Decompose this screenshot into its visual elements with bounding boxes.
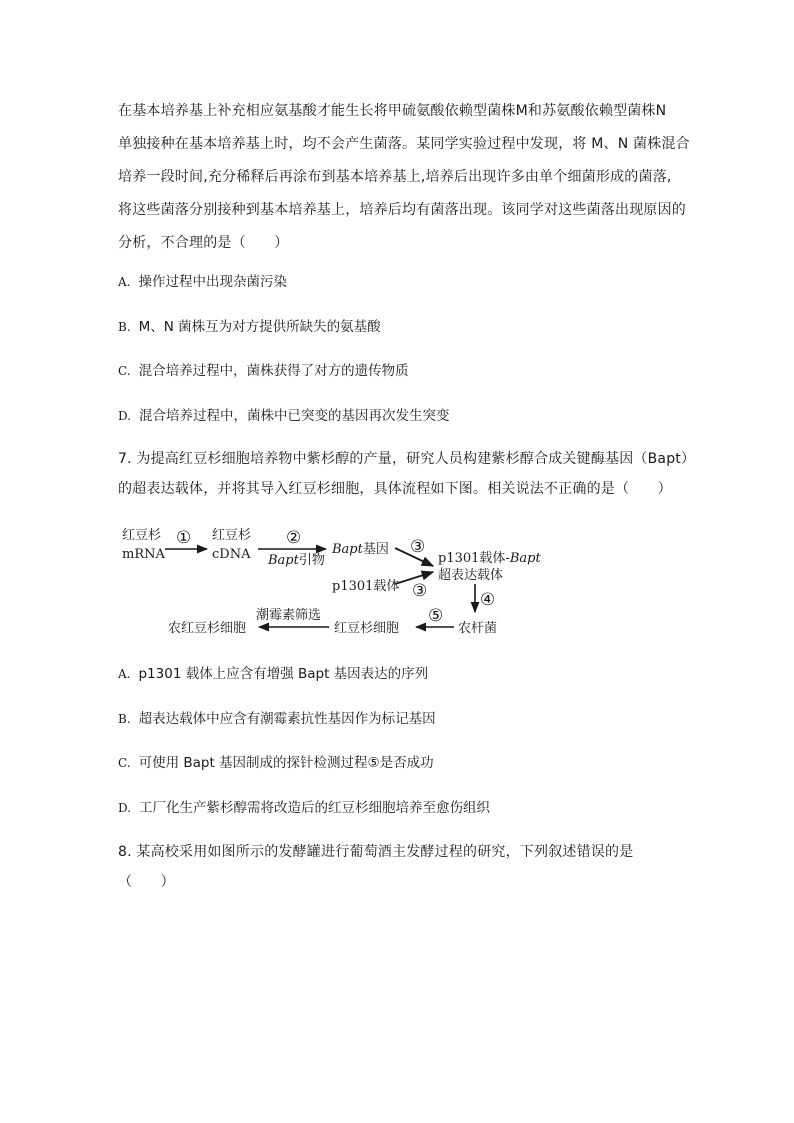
q7-option-a [118,664,428,684]
gene-label [331,542,389,557]
option-text: 混合培养过程中，菌株中已突变的基因再次发生突变 [139,408,450,424]
cdna-label-1: 红豆杉 [212,528,252,543]
cdna-label-2: cDNA [212,547,251,562]
q6-stem [118,95,690,260]
option-letter: D. [118,801,132,815]
product-label-1 [438,550,541,566]
q6-stem-line: 单独接种在基本培养基上时，均不会产生菌落。某同学实验过程中发现，将 M、N 菌株混合 [118,136,690,152]
q6-option-d [118,406,450,426]
primer-suffix: 引物 [298,553,325,568]
primer-italic: Bapt [268,553,299,568]
option-letter: B. [118,712,131,726]
flow-svg [118,522,558,642]
q6-option-b [118,317,381,337]
q7-option-c [118,753,434,773]
q6-stem-line: 将这些菌落分别接种到基本培养基上，培养后均有菌落出现。该同学对这些菌落出现原因的 [118,202,686,218]
step4-number: ④ [480,590,496,610]
gene-suffix: 基因 [362,542,389,557]
q7-stem-line: 的超表达载体，并将其导入红豆杉细胞，具体流程如下图。相关说法不正确的是（ ） [118,481,672,497]
mrna-label-1: 红豆杉 [122,528,162,543]
bapt-flow-diagram [118,522,558,642]
option-text: 超表达载体中应含有潮霉素抗性基因作为标记基因 [138,711,436,727]
option-letter: C. [118,756,131,770]
q7-option-b [118,709,436,729]
option-letter: A. [118,667,131,681]
agro-label: 农杆菌 [458,621,498,636]
product-label-2: 超表达载体 [438,568,504,583]
screen-label: 潮霉素筛选 [256,608,322,623]
option-text: p1301 载体上应含有增强 Bapt 基因表达的序列 [138,666,429,682]
option-letter: B. [118,320,131,334]
step1-number: ① [176,528,192,548]
option-text: 混合培养过程中，菌株获得了对方的遗传物质 [138,363,409,379]
q7-stem [118,444,696,504]
step3a-number: ③ [410,537,426,557]
vector-label: p1301载体 [332,579,400,594]
option-letter: C. [118,364,131,378]
cell-label: 红豆杉细胞 [334,621,400,636]
option-text: M、N 菌株互为对方提供所缺失的氨基酸 [138,319,381,335]
option-text: 可使用 Bapt 基因制成的探针检测过程⑤是否成功 [138,755,434,771]
q7-stem-line: 7. 为提高红豆杉细胞培养物中紫杉醇的产量，研究人员构建紫杉醇合成关键酶基因（Bapt） [118,451,696,467]
primer-label [267,552,325,568]
q6-stem-line: 在基本培养基上补充相应氨基酸才能生长将甲硫氨酸依赖型菌株M和苏氨酸依赖型菌株N [118,103,667,119]
final-label: 农红豆杉细胞 [168,621,247,636]
step5-number: ⑤ [428,606,444,626]
gene-italic: Bapt [332,542,363,557]
option-text: 操作过程中出现杂菌污染 [138,274,287,290]
product-italic: Bapt [509,551,541,566]
q8-stem [118,837,684,897]
product-prefix: p1301载体- [438,551,510,566]
option-text: 工厂化生产紫杉醇需将改造后的红豆杉细胞培养至愈伤组织 [139,800,491,816]
q6-option-a [118,272,287,292]
q6-option-c [118,361,409,381]
q6-stem-line: 分析，不合理的是（ ） [118,235,289,251]
q8-stem-line: 8. 某高校采用如图所示的发酵罐进行葡萄酒主发酵过程的研究，下列叙述错误的是 [118,844,634,860]
q7-option-d [118,798,490,818]
step3b-number: ③ [412,581,428,601]
step2-number: ② [286,528,302,548]
q8-stem-line: （ ） [118,874,175,890]
mrna-label-2: mRNA [122,547,165,562]
q6-stem-line: 培养一段时间,充分稀释后再涂布到基本培养基上,培养后出现许多由单个细菌形成的菌落, [118,169,672,185]
option-letter: D. [118,409,132,423]
option-letter: A. [118,275,131,289]
